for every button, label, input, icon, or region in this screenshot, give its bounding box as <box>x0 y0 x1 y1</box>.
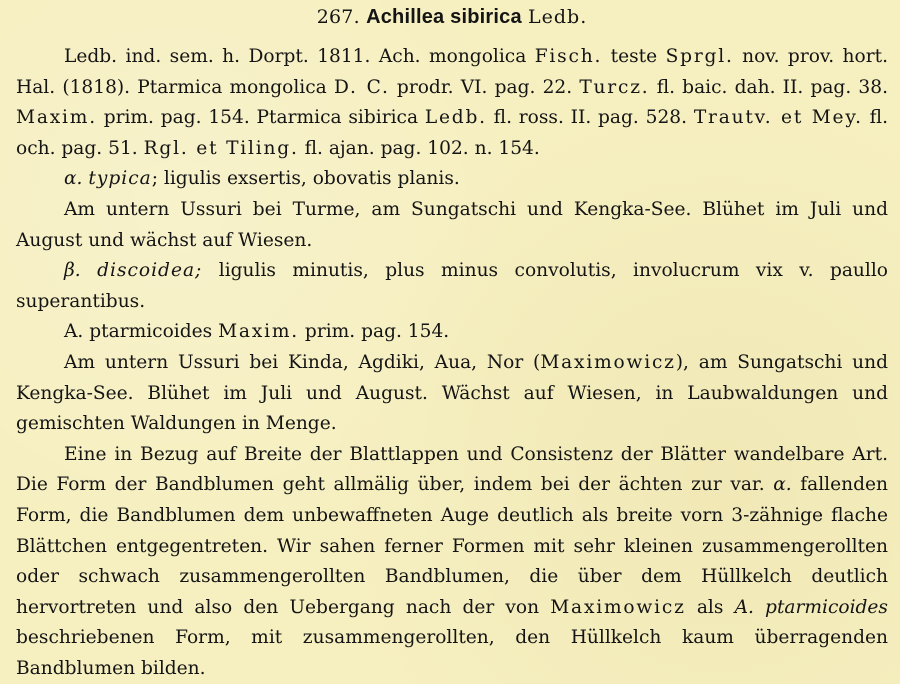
text-run: typica <box>88 168 152 190</box>
text-run: D. C. <box>333 76 390 98</box>
species-author: Ledb. <box>528 6 588 28</box>
text-run: ), am Sungatschi und Kengka-See. Blühet im Juli und August. Wächst auf Wiesen, in Laubwaldungen und gemischten Waldungen in Menge. <box>16 351 888 435</box>
text-run: ligulis minutis, plus minus convolutis, involucrum vix v. paullo superantibus. <box>16 260 888 312</box>
text-run: fl. ajan. pag. 102. n. 154. <box>298 137 540 159</box>
text-run: prodr. VI. pag. 22. <box>389 76 580 98</box>
text-run: prim. pag. 154. Ptarmica sibirica <box>96 107 425 129</box>
text-run: prim. pag. 154. <box>299 321 450 343</box>
text-run: Maximowicz <box>550 596 686 618</box>
text-run: β. <box>64 260 98 282</box>
text-run: nov. prov. hort. Hal. (1818). Ptarmica mongolica <box>16 46 888 98</box>
text-run: Rgl. et Tiling. <box>143 137 299 159</box>
text-run: discoidea; <box>97 260 203 282</box>
text-run: Trautv. et Mey. <box>693 107 863 129</box>
text-run: teste <box>602 46 666 67</box>
text-run: A. ptarmicoides <box>64 321 219 343</box>
text-run: Maximowicz <box>540 351 676 373</box>
text-run: ; ligulis exsertis, obovatis planis. <box>151 168 460 190</box>
text-run: als <box>685 596 735 618</box>
text-run: Am untern Ussuri bei Turme, am Sungatschi und Kengka-See. Blühet im Juli und August und wächst auf Wiesen. <box>16 198 888 251</box>
text-run: Turcz. <box>579 76 650 98</box>
paragraph-p2 <box>16 164 888 195</box>
text-run: Fisch. <box>534 46 603 67</box>
text-run: fl. baic. dah. II. pag. 38. <box>649 76 888 98</box>
text-run: Am untern Ussuri bei Kinda, Agdiki, Aua, Nor ( <box>64 351 541 373</box>
text-run: α. <box>64 168 89 190</box>
text-run: A. ptarmicoides <box>734 596 888 618</box>
species-heading <box>16 4 888 30</box>
text-run: beschriebenen Form, mit zusammengerollten, den Hüllkelch kaum überragenden Bandblumen bilden. <box>16 627 888 679</box>
text-run: Eine in Bezug auf Breite der Blattlappen und Consistenz der Blätter wandelbare Art. Die Form der Bandblumen geht allmälig über, indem bei der ächten zur var. <box>16 443 888 496</box>
text-run: Maxim. <box>16 107 97 129</box>
text-run: fallenden Form, die Bandblumen dem unbewaffneten Auge deutlich als breite vorn 3-zähnige flache Blättchen entgegentreten. Wir sahen ferner Formen mit sehr kleinen zusammengerollten oder schwach zusammengerollten Bandblumen, die über dem Hüllkelch deutlich hervortreten und also den Uebergang nach der von <box>16 474 888 618</box>
paragraph-p4 <box>16 256 888 317</box>
text-run: Ledb. ind. sem. h. Dorpt. 1811. Ach. mongolica <box>64 46 535 67</box>
text-run: fl. ross. II. pag. 528. <box>486 107 694 129</box>
paragraph-p1 <box>16 42 888 164</box>
text-run: α. <box>773 474 792 496</box>
paragraph-p7 <box>16 440 888 684</box>
species-number: 267. <box>316 6 360 28</box>
text-run: Sprgl. <box>665 46 734 67</box>
paragraph-p5 <box>16 317 888 348</box>
body-text <box>16 42 888 684</box>
text-run: fl. och. pag. 51. <box>16 107 888 159</box>
paragraph-p6 <box>16 348 888 440</box>
text-run: Ledb. <box>424 107 487 129</box>
species-name: Achillea sibirica <box>366 6 522 28</box>
text-run: Maxim. <box>218 321 299 343</box>
paragraph-p3 <box>16 195 888 256</box>
